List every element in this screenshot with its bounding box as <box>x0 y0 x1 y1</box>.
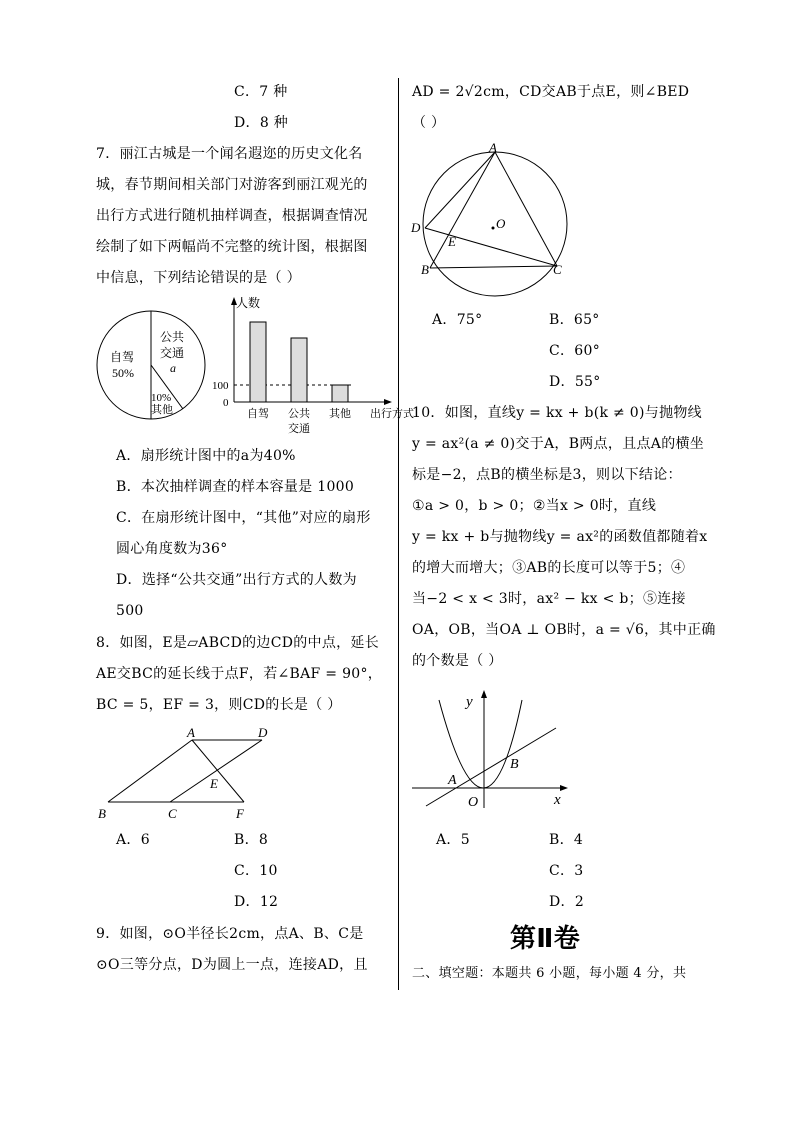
q10-text-line7: 当−2 < x < 3时，ax² − kx < b；⑤连接 <box>412 591 686 607</box>
bar-other <box>332 385 348 402</box>
q7-pie-chart <box>94 305 214 425</box>
pt-D: D <box>258 725 268 740</box>
q10-text-line8: OA，OB，当OA ⊥ OB时，a = √6，其中正确 <box>412 622 716 638</box>
pt-C: C <box>168 806 177 821</box>
pt-A: A <box>448 773 457 788</box>
pt-O: O <box>496 216 506 231</box>
q7-bar-chart <box>206 294 414 440</box>
axis-y-label: y <box>466 694 473 710</box>
q10-text-line4: ①a > 0，b > 0；②当x > 0时，直线 <box>412 498 657 514</box>
q8-option-c: C．10 <box>234 863 278 879</box>
q7-option-d-line2: 500 <box>116 603 144 619</box>
pie-label-gonggong: 公共 <box>160 330 185 344</box>
section-title: 第Ⅱ卷 <box>510 924 581 954</box>
q7-option-d-line1: D．选择“公共交通”出行方式的人数为 <box>116 572 357 588</box>
pt-A: A <box>187 725 195 740</box>
q7-option-c-line2: 圆心角度数为36° <box>116 541 228 557</box>
q10-text-line2: y = ax²(a ≠ 0)交于A，B两点，且点A的横坐 <box>412 436 705 452</box>
q8-option-b: B．8 <box>234 832 269 848</box>
column-divider <box>398 78 399 990</box>
pt-E: E <box>448 234 456 249</box>
pie-label-other: 其他 <box>151 404 173 416</box>
q8-option-d: D．12 <box>234 894 279 910</box>
q7-text-line1: 7．丽江古城是一个闻名遐迩的历史文化名 <box>96 146 363 162</box>
q7-text-line3: 出行方式进行随机抽样调查，根据调查情况 <box>96 208 368 224</box>
bar-cat-zijia: 自驾 <box>247 408 269 420</box>
bar-tick-100: 100 <box>212 380 229 392</box>
pie-label-jiaotong: 交通 <box>160 346 185 360</box>
q9-option-a: A．75° <box>432 312 483 328</box>
q9-text-line4: （ ） <box>412 115 446 131</box>
pt-F: F <box>236 806 244 821</box>
q8-text-line1: 8．如图，E是▱ABCD的边CD的中点，延长 <box>96 635 380 651</box>
pie-label-zijia: 自驾 <box>110 350 135 364</box>
pt-D: D <box>411 220 421 235</box>
pt-B: B <box>510 757 519 772</box>
q9-text-line3: AD = 2√2cm，CD交AB于点E，则∠BED <box>412 84 690 100</box>
q10-text-line6: 的增大而增大；③AB的长度可以等于5；④ <box>412 560 686 576</box>
q9-text-line2: ⊙O三等分点，D为圆上一点，连接AD，且 <box>96 957 368 973</box>
bar-cat-jiaotong: 交通 <box>288 423 310 435</box>
pt-C: C <box>553 262 562 277</box>
q10-text-line3: 标是−2，点B的横坐标是3，则以下结论： <box>412 467 682 483</box>
q7-text-line4: 绘制了如下两幅尚不完整的统计图，根据图 <box>96 239 368 255</box>
q8-option-a: A．6 <box>116 832 150 848</box>
q7-text-line5: 中信息，下列结论错误的是（ ） <box>96 270 301 286</box>
q7-option-c-line1: C．在扇形统计图中，“其他”对应的扇形 <box>116 510 371 526</box>
q9-circle-figure <box>405 140 585 305</box>
pie-label-a: a <box>170 361 176 375</box>
q9-text-line1: 9．如图，⊙O半径长2cm，点A、B、C是 <box>96 926 364 942</box>
q8-parallelogram-figure <box>94 722 274 826</box>
bar-cat-other: 其他 <box>329 408 351 420</box>
bar-ylabel: 人数 <box>236 296 261 310</box>
pt-B: B <box>98 806 106 821</box>
q6-option-d: D．8 种 <box>234 115 289 131</box>
pt-O: O <box>468 795 479 810</box>
q7-text-line2: 城，春节期间相关部门对游客到丽江观光的 <box>96 177 368 193</box>
q8-text-line2: AE交BC的延长线于点F，若∠BAF = 90°， <box>96 666 383 682</box>
q9-option-d: D．55° <box>549 374 601 390</box>
q10-option-d: D．2 <box>549 894 585 910</box>
pt-B: B <box>421 262 429 277</box>
q10-parabola-figure <box>406 686 576 814</box>
bar-zijia <box>250 322 266 402</box>
q9-option-b: B．65° <box>549 312 600 328</box>
bar-cat-gonggong: 公共 <box>288 408 310 420</box>
q8-text-line3: BC = 5，EF = 3，则CD的长是（ ） <box>96 697 342 713</box>
section2-heading: 二、填空题：本题共 6 小题，每小题 4 分，共 <box>412 966 687 981</box>
q7-option-a: A．扇形统计图中的a为40% <box>116 448 296 464</box>
q10-text-line5: y = kx + b与抛物线y = ax²的函数值都随着x <box>412 529 708 545</box>
bar-xlabel: 出行方式 <box>370 408 414 420</box>
pt-A: A <box>489 140 497 155</box>
pt-E: E <box>210 776 218 791</box>
bar-gonggong <box>291 338 307 402</box>
q6-option-c: C．7 种 <box>234 84 288 100</box>
q10-text-line1: 10．如图，直线y = kx + b(k ≠ 0)与抛物线 <box>412 405 702 421</box>
q9-option-c: C．60° <box>549 343 601 359</box>
q10-text-line9: 的个数是（ ） <box>412 653 503 669</box>
q7-option-b: B．本次抽样调查的样本容量是 1000 <box>116 479 355 495</box>
q10-option-b: B．4 <box>549 832 584 848</box>
pie-label-other-pct: 10% <box>151 392 172 404</box>
q10-option-c: C．3 <box>549 863 584 879</box>
axis-x-label: x <box>554 792 561 808</box>
q10-option-a: A．5 <box>436 832 470 848</box>
bar-tick-0: 0 <box>223 397 229 409</box>
pie-label-zijia-pct: 50% <box>112 366 134 380</box>
